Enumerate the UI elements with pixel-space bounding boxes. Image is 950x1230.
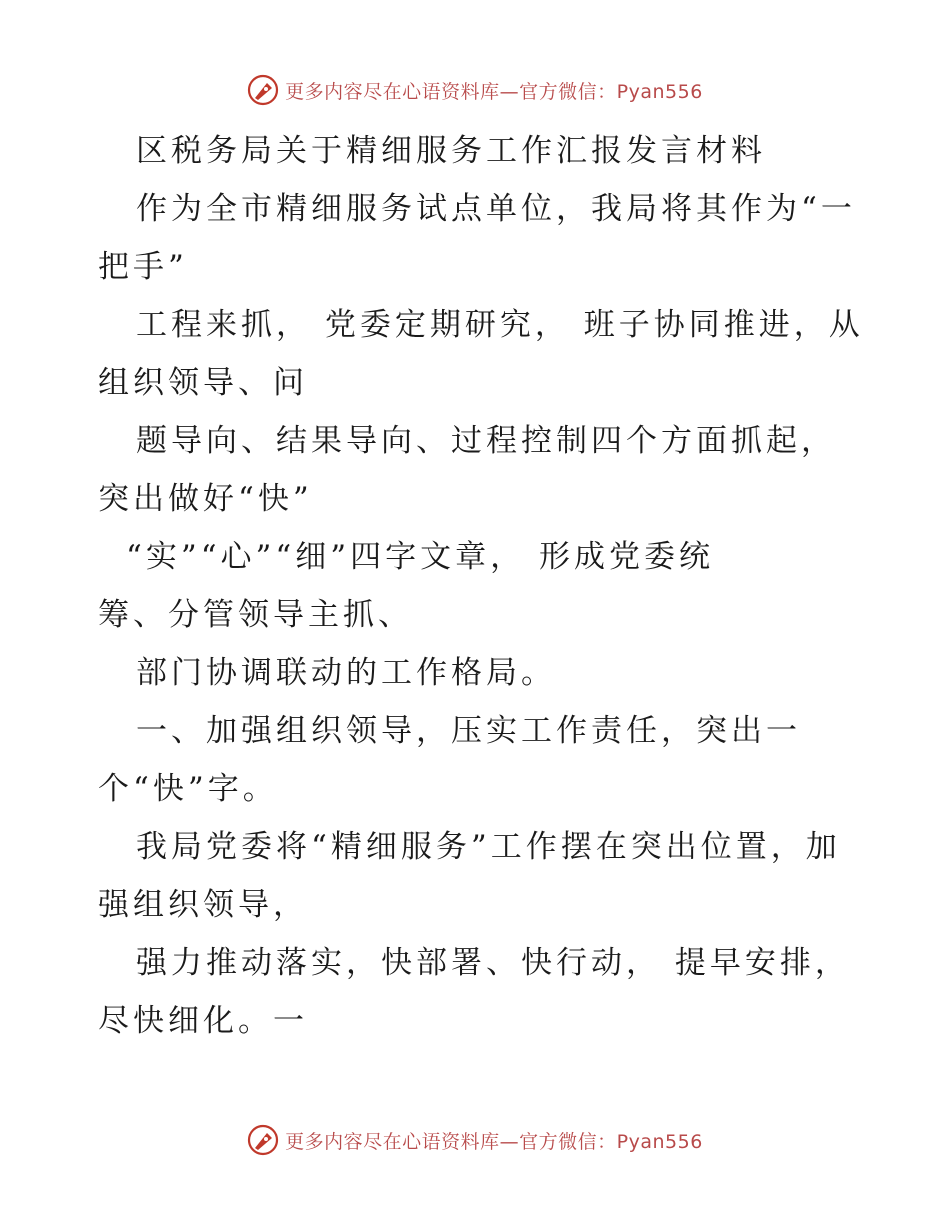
paragraph-line: 筹、分管领导主抓、	[98, 597, 413, 633]
paragraph-line: “实”“心”“细”四字文章， 形成党委统	[126, 539, 714, 575]
section-heading: 个“快”字。	[98, 771, 278, 807]
paragraph-line: 组织领导、问	[98, 365, 308, 401]
paragraph-line: 工程来抓， 党委定期研究， 班子协同推进，从	[136, 307, 864, 343]
paragraph-line: 我局党委将“精细服务”工作摆在突出位置，加	[136, 829, 841, 865]
header-banner-text: 更多内容尽在心语资料库—官方微信：Pyan556	[285, 80, 703, 103]
paragraph-line: 尽快细化。一	[98, 1003, 308, 1039]
paragraph-line: 把手”	[98, 249, 188, 285]
section-heading: 一、加强组织领导，压实工作责任，突出一	[136, 713, 801, 749]
header-banner	[0, 70, 950, 110]
paragraph-line: 题导向、结果导向、过程控制四个方面抓起，	[136, 423, 836, 459]
footer-banner	[0, 1120, 950, 1160]
pen-nib-logo-icon	[247, 74, 279, 106]
pen-nib-logo-icon	[247, 1124, 279, 1156]
paragraph-line: 强力推动落实，快部署、快行动， 提早安排，	[136, 945, 850, 981]
document-title: 区税务局关于精细服务工作汇报发言材料	[136, 133, 766, 169]
paragraph-line: 作为全市精细服务试点单位，我局将其作为“一	[136, 191, 856, 227]
footer-banner-text: 更多内容尽在心语资料库—官方微信：Pyan556	[285, 1130, 703, 1153]
paragraph-line: 部门协调联动的工作格局。	[136, 655, 556, 691]
document-body	[98, 122, 864, 1050]
paragraph-line: 突出做好“快”	[98, 481, 313, 517]
paragraph-line: 强组织领导，	[98, 887, 308, 923]
